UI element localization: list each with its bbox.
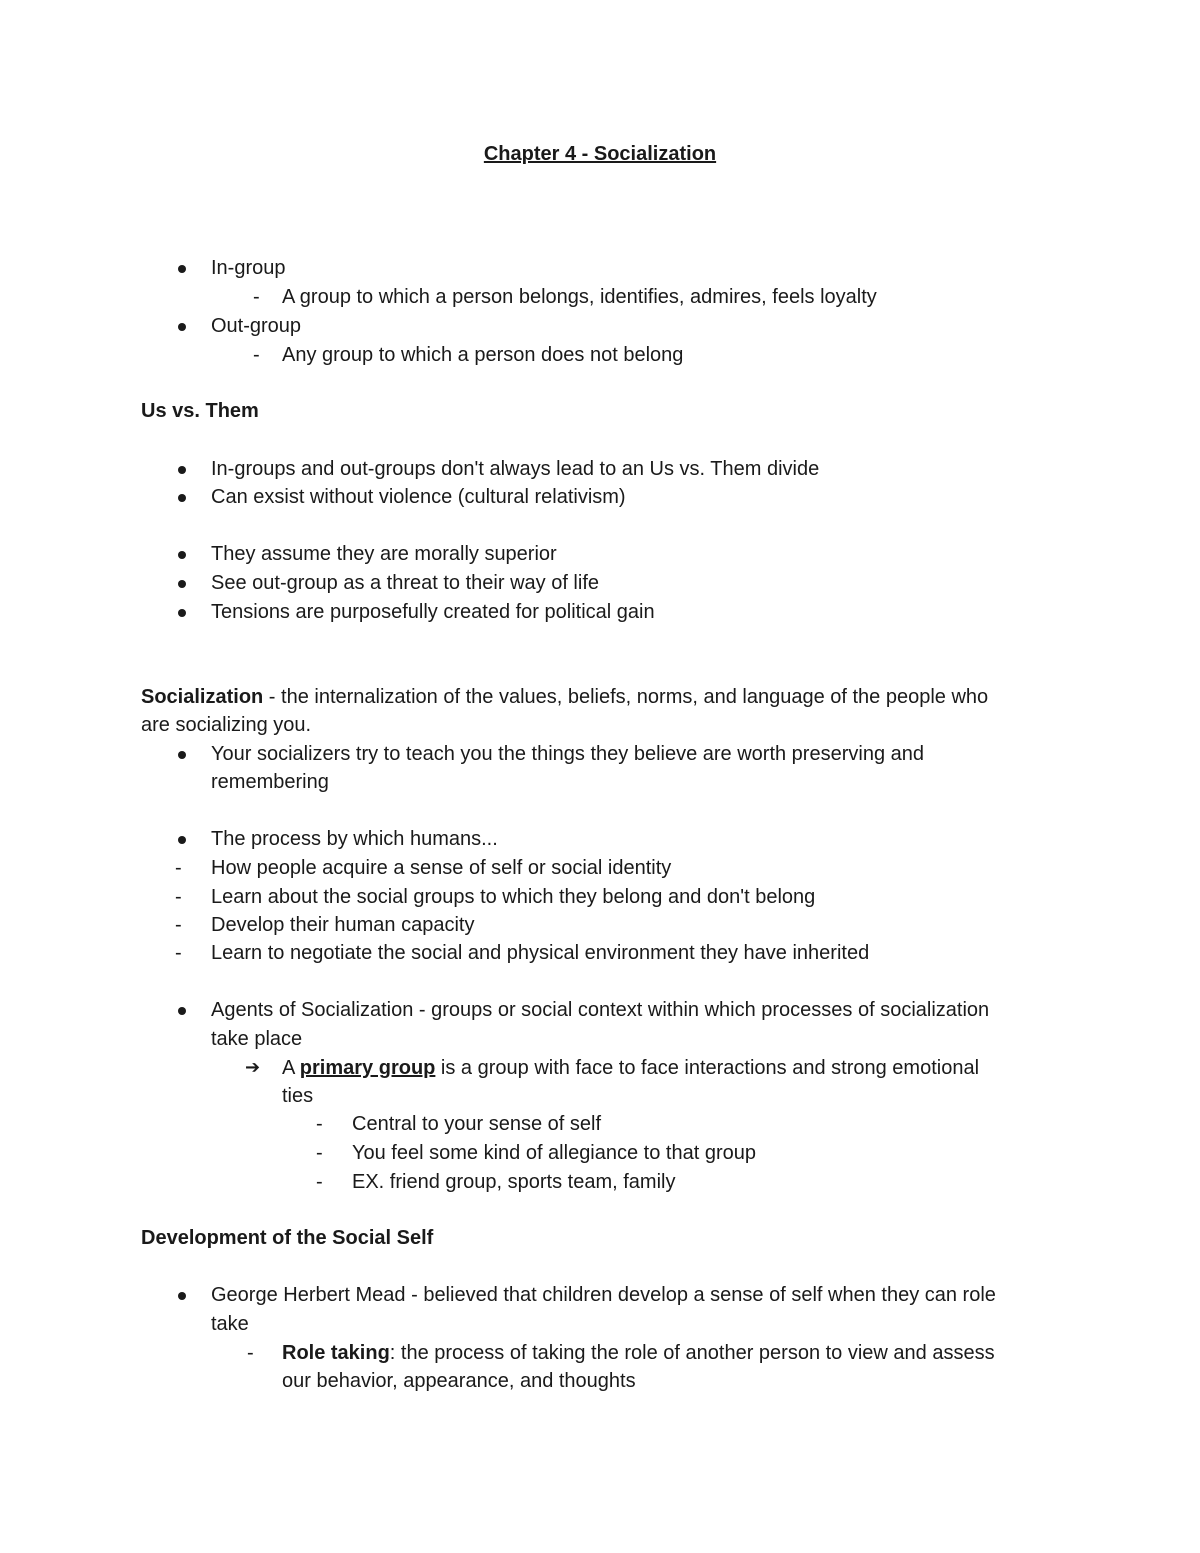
dash-marker: - — [316, 1142, 323, 1164]
bullet-icon — [178, 580, 186, 588]
list-item-cont: remembering — [211, 771, 329, 793]
primary-group-definition — [282, 1056, 979, 1080]
role-taking-definition-cont: our behavior, appearance, and thoughts — [282, 1370, 636, 1392]
in-group-definition: A group to which a person belongs, identifies, admires, feels loyalty — [282, 286, 877, 308]
bullet-icon — [178, 323, 186, 331]
socialization-term: Socialization — [141, 686, 264, 708]
dash-marker: - — [247, 1342, 254, 1364]
list-item: Learn to negotiate the social and physical environment they have inherited — [211, 942, 870, 964]
section-heading-development: Development of the Social Self — [141, 1227, 434, 1249]
dash-marker: - — [175, 942, 182, 964]
list-item: You feel some kind of allegiance to that group — [352, 1142, 756, 1164]
role-taking-term: Role taking — [282, 1342, 390, 1364]
role-taking-definition — [282, 1341, 995, 1365]
socialization-definition — [141, 685, 988, 709]
list-item: Learn about the social groups to which they belong and don't belong — [211, 886, 816, 908]
primary-group-definition-cont: ties — [282, 1085, 314, 1107]
dash-marker: - — [316, 1171, 323, 1193]
bullet-icon — [178, 609, 186, 617]
bullet-icon — [178, 551, 186, 559]
bullet-icon — [178, 836, 186, 844]
dash-marker: - — [253, 344, 260, 366]
primary-group-term: primary group — [299, 1057, 436, 1079]
list-item: EX. friend group, sports team, family — [352, 1171, 676, 1193]
dash-marker: - — [175, 886, 182, 908]
dash-marker: - — [175, 914, 182, 936]
list-item: George Herbert Mead - believed that children develop a sense of self when they can role — [211, 1284, 996, 1306]
bullet-icon — [178, 1292, 186, 1300]
list-item: Tensions are purposefully created for political gain — [211, 601, 655, 623]
bullet-icon — [178, 466, 186, 474]
list-item: How people acquire a sense of self or social identity — [211, 857, 672, 879]
list-item: In-groups and out-groups don't always lead to an Us vs. Them divide — [211, 458, 820, 480]
list-item: Develop their human capacity — [211, 914, 475, 936]
bullet-icon — [178, 751, 186, 759]
list-item: Can exsist without violence (cultural relativism) — [211, 486, 626, 508]
list-item: The process by which humans... — [211, 828, 498, 850]
dash-marker: - — [253, 286, 260, 308]
page-title: Chapter 4 - Socialization — [483, 143, 717, 165]
list-item: Your socializers try to teach you the things they believe are worth preserving and — [211, 743, 924, 765]
list-item-out-group: Out-group — [211, 315, 302, 337]
socialization-definition-text: - the internalization of the values, beliefs, norms, and language of the people who — [263, 686, 989, 708]
list-item: See out-group as a threat to their way of life — [211, 572, 599, 594]
bullet-icon — [178, 265, 186, 273]
list-item-cont: take — [211, 1313, 249, 1335]
out-group-definition: Any group to which a person does not belong — [282, 344, 684, 366]
socialization-definition-cont: are socializing you. — [141, 714, 312, 736]
list-item: Central to your sense of self — [352, 1113, 602, 1135]
list-item: They assume they are morally superior — [211, 543, 557, 565]
bullet-icon — [178, 494, 186, 502]
arrow-right-icon: ➔ — [245, 1057, 261, 1078]
dash-marker: - — [175, 857, 182, 879]
bullet-icon — [178, 1007, 186, 1015]
list-item-in-group: In-group — [211, 257, 286, 279]
primary-group-prefix: A — [282, 1057, 300, 1079]
list-item: Agents of Socialization - groups or social context within which processes of socialization — [211, 999, 990, 1021]
dash-marker: - — [316, 1113, 323, 1135]
section-heading-us-vs-them: Us vs. Them — [141, 400, 259, 422]
role-taking-text: : the process of taking the role of another person to view and assess — [389, 1342, 995, 1364]
list-item-cont: take place — [211, 1028, 303, 1050]
primary-group-text: is a group with face to face interactions and strong emotional — [435, 1057, 980, 1079]
